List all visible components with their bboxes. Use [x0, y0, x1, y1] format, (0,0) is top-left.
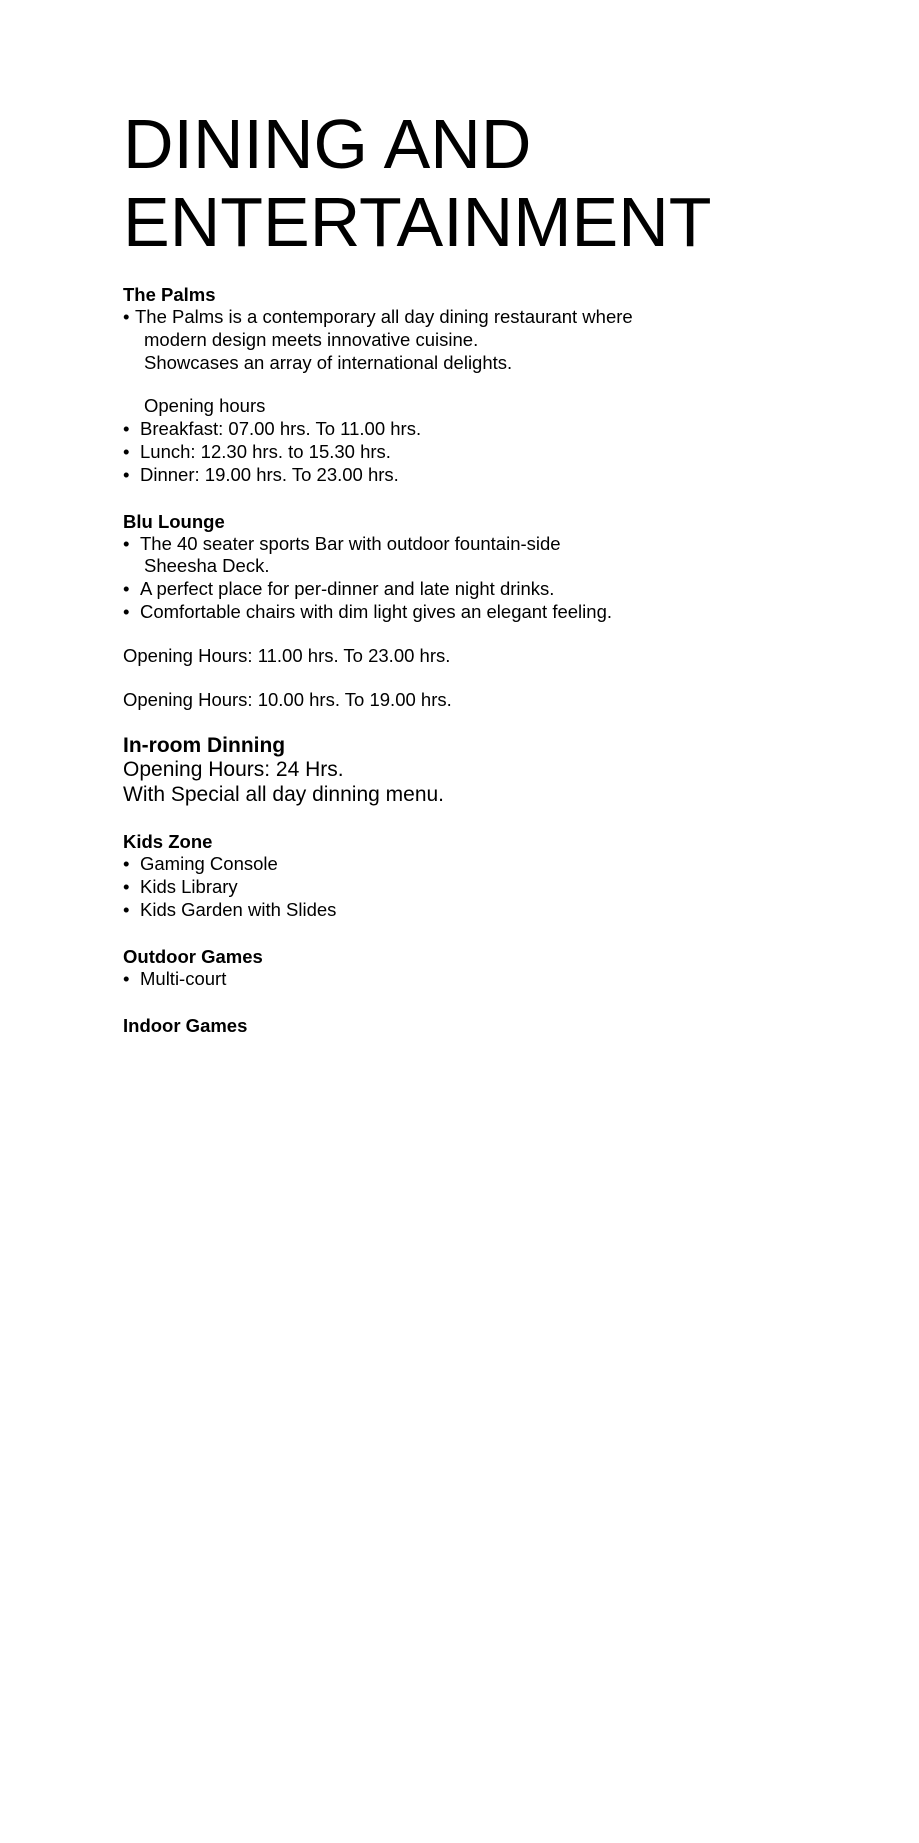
palms-hours-dinner: Dinner: 19.00 hrs. To 23.00 hrs. — [140, 463, 399, 485]
bullet-icon: • — [123, 967, 130, 989]
blu-lounge-item-1-line-1: The 40 seater sports Bar with outdoor fountain-side — [140, 532, 561, 554]
page-title-line-1: DINING AND — [123, 105, 532, 183]
section-outdoor-games — [123, 945, 883, 991]
page-title-line-2: ENTERTAINMENT — [123, 183, 712, 261]
kids-zone-item-1: Gaming Console — [140, 853, 278, 875]
bullet-icon: • — [123, 463, 130, 485]
blu-lounge-item-1-line-2: Sheesha Deck. — [144, 555, 270, 577]
bullet-icon: • — [123, 418, 130, 440]
section-heading-in-room-dinning: In-room Dinning — [123, 734, 286, 758]
section-heading-the-palms: The Palms — [123, 284, 216, 305]
palms-intro-line-2: modern design meets innovative cuisine. — [144, 328, 479, 350]
kids-zone-item-3: Kids Garden with Slides — [140, 898, 337, 920]
outdoor-games-item-1: Multi-court — [140, 967, 227, 989]
list-item — [123, 578, 883, 601]
section-heading-indoor-games: Indoor Games — [123, 1014, 248, 1036]
palms-intro-line-3: Showcases an array of international delights. — [144, 351, 513, 373]
bullet-icon: • — [123, 876, 130, 898]
kids-zone-item-2: Kids Library — [140, 876, 238, 898]
in-room-hours: Opening Hours: 24 Hrs. — [123, 758, 344, 782]
in-room-note: With Special all day dinning menu. — [123, 782, 445, 806]
section-heading-blu-lounge: Blu Lounge — [123, 510, 225, 532]
section-in-room-dinning — [123, 734, 883, 807]
section-heading-kids-zone: Kids Zone — [123, 831, 213, 853]
list-item — [123, 441, 883, 464]
palms-intro-line-1: The Palms is a contemporary all day dining restaurant where — [135, 306, 633, 327]
list-item — [123, 464, 883, 487]
palms-hours-label: Opening hours — [144, 395, 266, 417]
section-indoor-games — [123, 1014, 883, 1037]
bullet-icon: • — [123, 440, 130, 462]
bullet-icon: • — [123, 306, 130, 327]
list-item — [123, 601, 883, 624]
list-item — [123, 899, 883, 922]
list-item — [123, 853, 883, 876]
section-the-palms — [123, 283, 883, 487]
blu-lounge-item-2: A perfect place for per-dinner and late night drinks. — [140, 578, 555, 600]
blu-lounge-hours-1: Opening Hours: 11.00 hrs. To 23.00 hrs. — [123, 644, 451, 666]
blu-lounge-item-3: Comfortable chairs with dim light gives an elegant feeling. — [140, 600, 612, 622]
bullet-icon: • — [123, 600, 130, 622]
list-item — [123, 306, 883, 329]
bullet-icon: • — [123, 898, 130, 920]
page-title — [123, 105, 883, 261]
bullet-icon: • — [123, 532, 130, 554]
bullet-icon: • — [123, 578, 130, 600]
list-item — [123, 876, 883, 899]
blu-lounge-hours-2: Opening Hours: 10.00 hrs. To 19.00 hrs. — [123, 688, 452, 710]
list-item — [123, 418, 883, 441]
list-item — [123, 968, 883, 991]
bullet-icon: • — [123, 853, 130, 875]
palms-hours-lunch: Lunch: 12.30 hrs. to 15.30 hrs. — [140, 440, 391, 462]
palms-hours-breakfast: Breakfast: 07.00 hrs. To 11.00 hrs. — [140, 418, 422, 440]
section-blu-lounge — [123, 510, 883, 712]
list-item — [123, 533, 883, 556]
document-page — [123, 105, 883, 1037]
section-kids-zone — [123, 830, 883, 921]
section-heading-outdoor-games: Outdoor Games — [123, 945, 263, 967]
